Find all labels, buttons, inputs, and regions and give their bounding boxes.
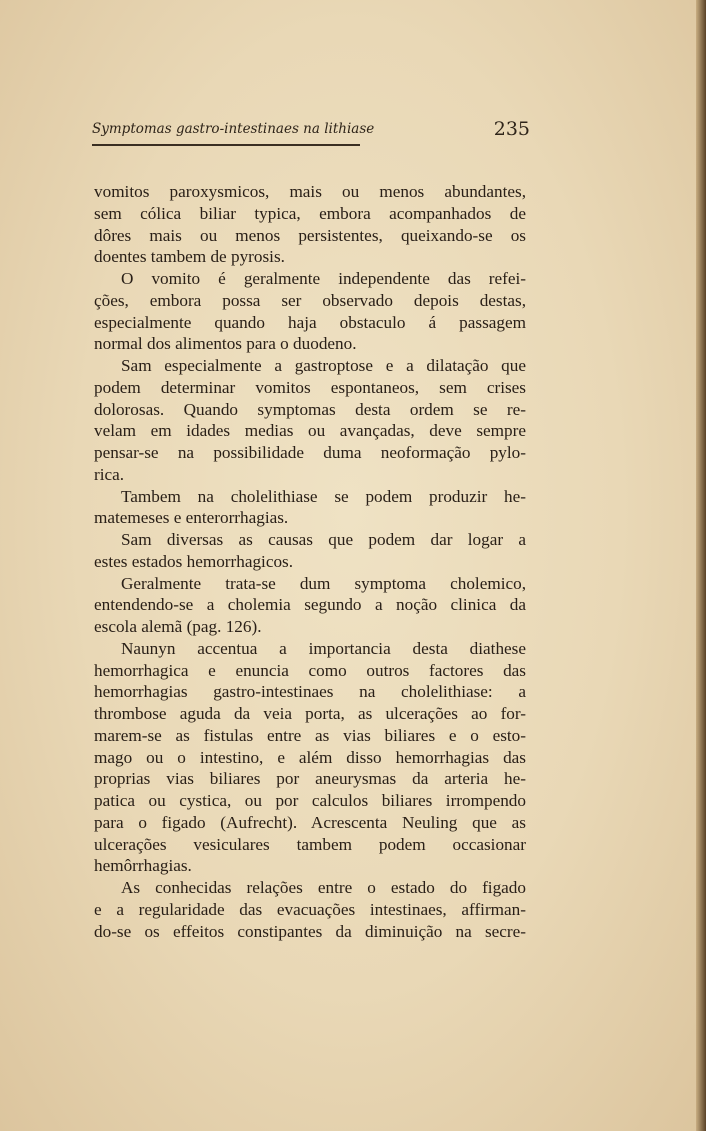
text-line: hemôrrhagias. [94, 856, 192, 876]
text-line: patica ou cystica, ou por calculos biliares irrompendo [94, 791, 526, 810]
text-line: marem-se as fistulas entre as vias biliares e o esto- [94, 725, 526, 745]
text-line: sem cólica biliar typica, embora acompanhados de [94, 203, 526, 223]
text-line: Sam diversas as causas que podem dar logar a [121, 530, 526, 549]
text-line: dôres mais ou menos persistentes, queixando-se os [94, 225, 526, 245]
text-line: velam em idades medias ou avançadas, deve sempre [94, 421, 526, 441]
text-line: escola alemã (pag. 126). [94, 617, 262, 636]
body-text [94, 181, 526, 942]
text-line: ulcerações vesiculares tambem podem occasionar [94, 834, 526, 854]
text-line: Naunyn accentua a importancia desta diathese [121, 638, 526, 658]
text-line: dolorosas. Quando symptomas desta ordem se re- [94, 399, 526, 419]
text-line: matemeses e enterorrhagias. [94, 508, 289, 528]
text-line: hemorrhagias gastro-intestinaes na cholelithiase: a [94, 682, 526, 702]
text-line: podem determinar vomitos espontaneos, sem crises [94, 377, 526, 397]
text-line: e a regularidade das evacuações intestinaes, affirman- [94, 899, 526, 919]
header-rule [92, 144, 360, 146]
text-line: As conhecidas relações entre o estado do figado [121, 878, 526, 897]
text-line: Geralmente trata-se dum symptoma cholemico, [121, 573, 526, 593]
text-line: para o figado (Aufrecht). Acrescenta Neuling que as [94, 812, 526, 832]
text-line: doentes tambem de pyrosis. [94, 247, 285, 267]
text-line: rica. [94, 464, 125, 484]
text-line: O vomito é geralmente independente das refei- [121, 269, 526, 288]
text-line: Sam especialmente a gastroptose e a dilatação que [121, 356, 526, 375]
running-head: Symptomas gastro-intestinaes na lithiase [92, 121, 375, 137]
text-line: hemorrhagica e enuncia como outros factores das [94, 660, 526, 680]
text-line: entendendo-se a cholemia segundo a noção clinica da [94, 595, 526, 615]
text-line: thrombose aguda da veia porta, as ulcerações ao for- [94, 704, 526, 723]
text-line: do-se os effeitos constipantes da diminuição na secre- [94, 921, 526, 941]
text-line: mago ou o intestino, e além disso hemorrhagias das [94, 747, 526, 767]
text-line: pensar-se na possibilidade duma neoformação pylo- [94, 443, 526, 462]
page-number: 235 [493, 118, 530, 140]
text-line: Tambem na cholelithiase se podem produzir he- [121, 486, 526, 506]
text-line: normal dos alimentos para o duodeno. [94, 334, 357, 354]
page-edge [696, 0, 706, 1131]
text-line: proprias vias biliares por aneurysmas da arteria he- [94, 769, 526, 789]
text-line: estes estados hemorrhagicos. [94, 551, 294, 571]
text-line: vomitos paroxysmicos, mais ou menos abundantes, [94, 182, 526, 201]
text-line: especialmente quando haja obstaculo á passagem [94, 312, 526, 332]
text-line: ções, embora possa ser observado depois destas, [94, 290, 526, 310]
